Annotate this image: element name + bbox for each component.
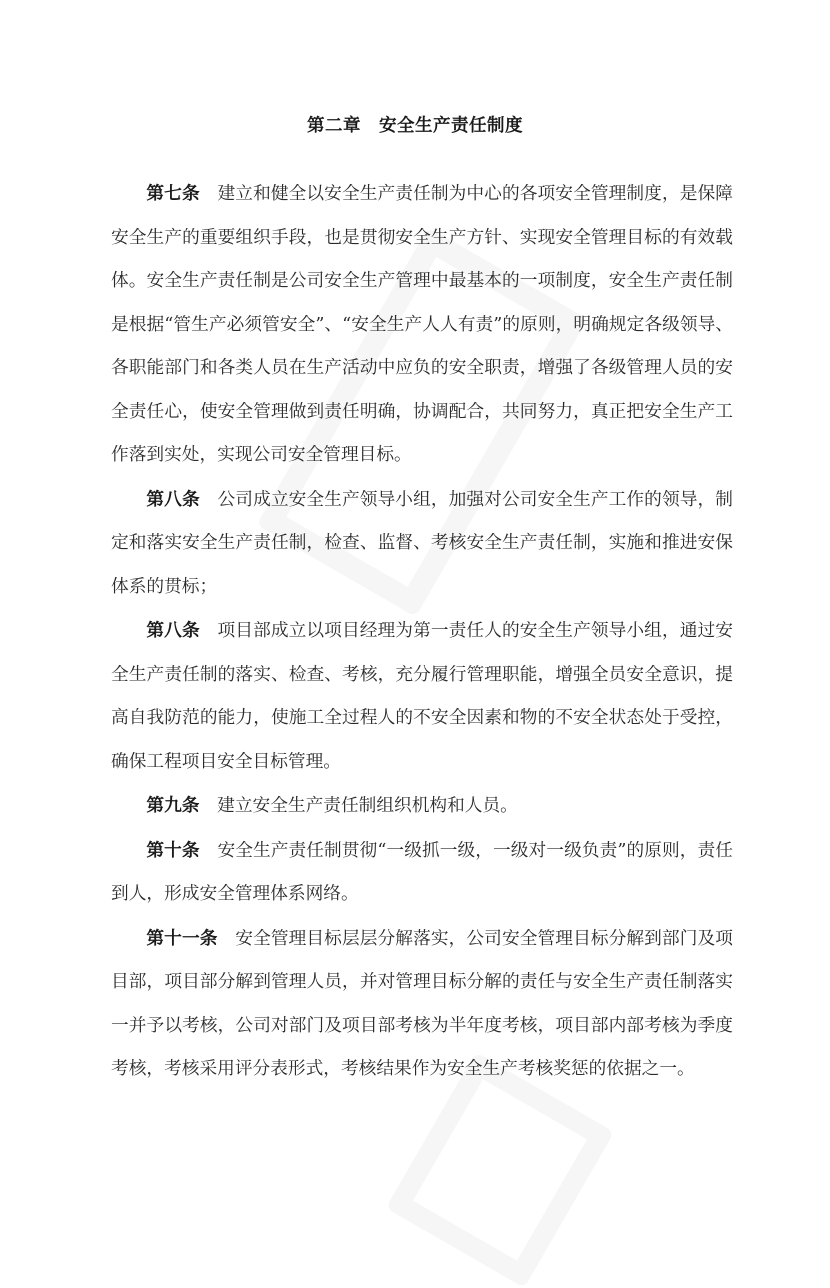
article-paragraph xyxy=(111,609,733,784)
article-label: 第十条 xyxy=(146,839,200,861)
article-text: 项目部成立以项目经理为第一责任人的安全生产领导小组，通过安全生产责任制的落实、检查、考核，充分履行管理职能，增强全员安全意识，提高自我防范的能力，使施工全过程人的不安全因素和物的不安全状态处于受控，确保工程项目安全目标管理。 xyxy=(111,621,733,772)
article-paragraph xyxy=(111,829,733,917)
document-body xyxy=(111,172,733,1092)
article-text: 安全生产责任制贯彻“一级抓一级，一级对一级负责”的原则，责任到人，形成安全管理体系网络。 xyxy=(111,840,733,904)
article-label: 第八条 xyxy=(146,488,200,510)
chapter-title: 第二章 安全生产责任制度 xyxy=(307,116,523,136)
article-label: 第十一条 xyxy=(146,927,218,949)
article-label: 第七条 xyxy=(146,183,200,204)
article-label: 第八条 xyxy=(146,620,200,641)
article-text: 建立安全生产责任制组织机构和人员。 xyxy=(217,796,518,816)
article-paragraph xyxy=(111,784,733,829)
article-text: 建立和健全以安全生产责任制为中心的各项安全管理制度，是保障安全生产的重要组织手段，也是贯彻安全生产方针、实现安全管理目标的有效载体。安全生产责任制是公司安全生产管理中最基本的一项制度，安全生产责任制是根据“管生产必须管安全”、“安全生产人人有责”的原则，明确规定各级领导、各职能部门和各类人员在生产活动中应负的安全职责，增强了各级管理人员的安全责任心，使安全管理做到责任明确，协调配合，共同努力，真正把安全生产工作落到实处，实现公司安全管理目标。 xyxy=(111,184,733,465)
article-paragraph xyxy=(111,917,733,1092)
article-paragraph xyxy=(111,478,733,610)
article-paragraph xyxy=(111,172,733,478)
article-text: 公司成立安全生产领导小组，加强对公司安全生产工作的领导，制定和落实安全生产责任制，检查、监督、考核安全生产责任制，实施和推进安保体系的贯标； xyxy=(111,489,733,597)
article-label: 第九条 xyxy=(146,795,200,816)
article-text: 安全管理目标层层分解落实，公司安全管理目标分解到部门及项目部，项目部分解到管理人员，并对管理目标分解的责任与安全生产责任制落实一并予以考核，公司对部门及项目部考核为半年度考核，项目部内部考核为季度考核，考核采用评分表形式，考核结果作为安全生产考核奖惩的依据之一。 xyxy=(111,928,733,1079)
